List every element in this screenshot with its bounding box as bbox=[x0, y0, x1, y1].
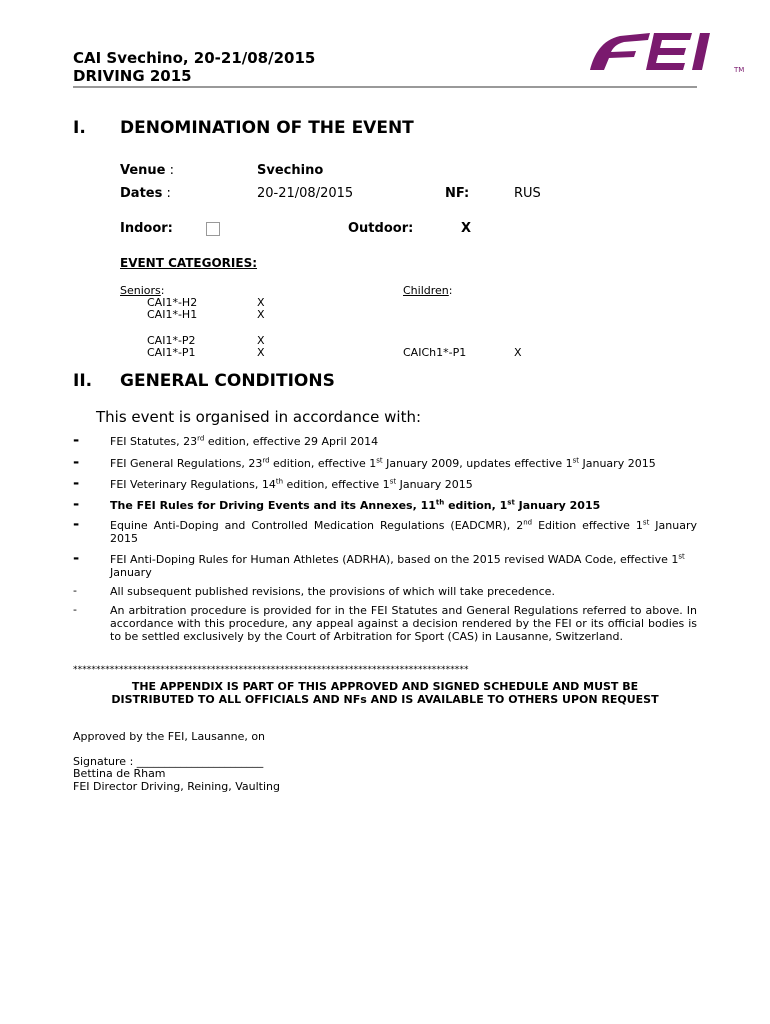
venue-row bbox=[120, 163, 174, 178]
list-dash: - bbox=[73, 603, 77, 616]
category-mark: X bbox=[257, 296, 265, 309]
list-item: Equine Anti-Doping and Controlled Medication Regulations (EADCMR), 2nd Edition effective 1st January 2015 bbox=[110, 518, 697, 545]
separator-stars: ************************************************************************************** bbox=[73, 665, 469, 675]
list-item: FEI General Regulations, 23rd edition, effective 1st January 2009, updates effective 1st January 2015 bbox=[110, 456, 656, 470]
category-name: CAI1*-P1 bbox=[147, 346, 196, 359]
signature-line: Signature : _______________________ bbox=[73, 755, 264, 768]
venue-separator: : bbox=[169, 163, 175, 178]
list-dash: - bbox=[73, 549, 80, 567]
conditions-intro: This event is organised in accordance with: bbox=[96, 408, 422, 426]
trademark-symbol: TM bbox=[734, 66, 745, 74]
section-1-number: I. bbox=[73, 118, 86, 138]
category-name: CAI1*-P2 bbox=[147, 334, 196, 347]
category-name: CAI1*-H1 bbox=[147, 308, 198, 321]
category-mark: X bbox=[514, 346, 522, 359]
list-dash: - bbox=[73, 453, 80, 471]
list-dash: - bbox=[73, 495, 80, 513]
list-dash: - bbox=[73, 474, 80, 492]
section-2-title: GENERAL CONDITIONS bbox=[120, 371, 335, 391]
list-dash: - bbox=[73, 584, 77, 597]
header-divider bbox=[73, 86, 697, 88]
dates-label: Dates bbox=[120, 186, 163, 201]
nf-value: RUS bbox=[514, 186, 541, 201]
list-item: FEI Statutes, 23rd edition, effective 29 April 2014 bbox=[110, 434, 379, 448]
section-2-number: II. bbox=[73, 371, 93, 391]
category-name: CAI1*-H2 bbox=[147, 296, 198, 309]
approved-by: Approved by the FEI, Lausanne, on bbox=[73, 730, 266, 743]
list-item: FEI Anti-Doping Rules for Human Athletes (ADRHA), based on the 2015 revised WADA Code, effective 1st January bbox=[110, 552, 685, 579]
outdoor-label: Outdoor: bbox=[348, 221, 414, 236]
indoor-checkbox[interactable] bbox=[206, 222, 220, 236]
children-heading: Children: bbox=[403, 284, 453, 297]
list-dash: - bbox=[73, 431, 80, 449]
indoor-label: Indoor: bbox=[120, 221, 173, 236]
signatory-role: FEI Director Driving, Reining, Vaulting bbox=[73, 780, 280, 793]
outdoor-value: X bbox=[461, 221, 472, 236]
venue-label: Venue bbox=[120, 163, 166, 178]
dates-row bbox=[120, 186, 171, 201]
appendix-line-1: THE APPENDIX IS PART OF THIS APPROVED AND SIGNED SCHEDULE AND MUST BE bbox=[131, 680, 639, 693]
nf-label: NF: bbox=[445, 186, 470, 201]
venue-value: Svechino bbox=[257, 163, 324, 178]
list-dash: - bbox=[73, 515, 80, 533]
category-mark: X bbox=[257, 334, 265, 347]
category-mark: X bbox=[257, 308, 265, 321]
dates-value: 20-21/08/2015 bbox=[257, 186, 354, 201]
list-item: An arbitration procedure is provided for in the FEI Statutes and General Regulations referred to above. In accordance with this procedure, any appeal against a decision rendered by the FEI or its official bodies is to be settled exclusively by the Court of Arbitration for Sport (CAS) in Lausanne, Switzerland. bbox=[110, 604, 697, 643]
appendix-line-2: DISTRIBUTED TO ALL OFFICIALS AND NFs AND IS AVAILABLE TO OTHERS UPON REQUEST bbox=[111, 693, 659, 706]
signatory-name: Bettina de Rham bbox=[73, 767, 166, 780]
seniors-heading: Seniors: bbox=[120, 284, 165, 297]
section-1-title: DENOMINATION OF THE EVENT bbox=[120, 118, 414, 138]
category-mark: X bbox=[257, 346, 265, 359]
event-categories-heading: EVENT CATEGORIES: bbox=[120, 256, 258, 270]
fei-logo bbox=[580, 24, 748, 82]
children-label: Children bbox=[403, 284, 449, 297]
list-item: The FEI Rules for Driving Events and its Annexes, 11th edition, 1st January 2015 bbox=[110, 498, 601, 512]
event-subtitle: DRIVING 2015 bbox=[73, 67, 192, 85]
category-name: CAICh1*-P1 bbox=[403, 346, 467, 359]
dates-separator: : bbox=[166, 186, 171, 201]
seniors-label: Seniors bbox=[120, 284, 161, 297]
appendix-notice bbox=[73, 680, 697, 706]
list-item: FEI Veterinary Regulations, 14th edition, effective 1st January 2015 bbox=[110, 477, 473, 491]
list-item: All subsequent published revisions, the provisions of which will take precedence. bbox=[110, 585, 555, 598]
event-title: CAI Svechino, 20-21/08/2015 bbox=[73, 49, 316, 67]
